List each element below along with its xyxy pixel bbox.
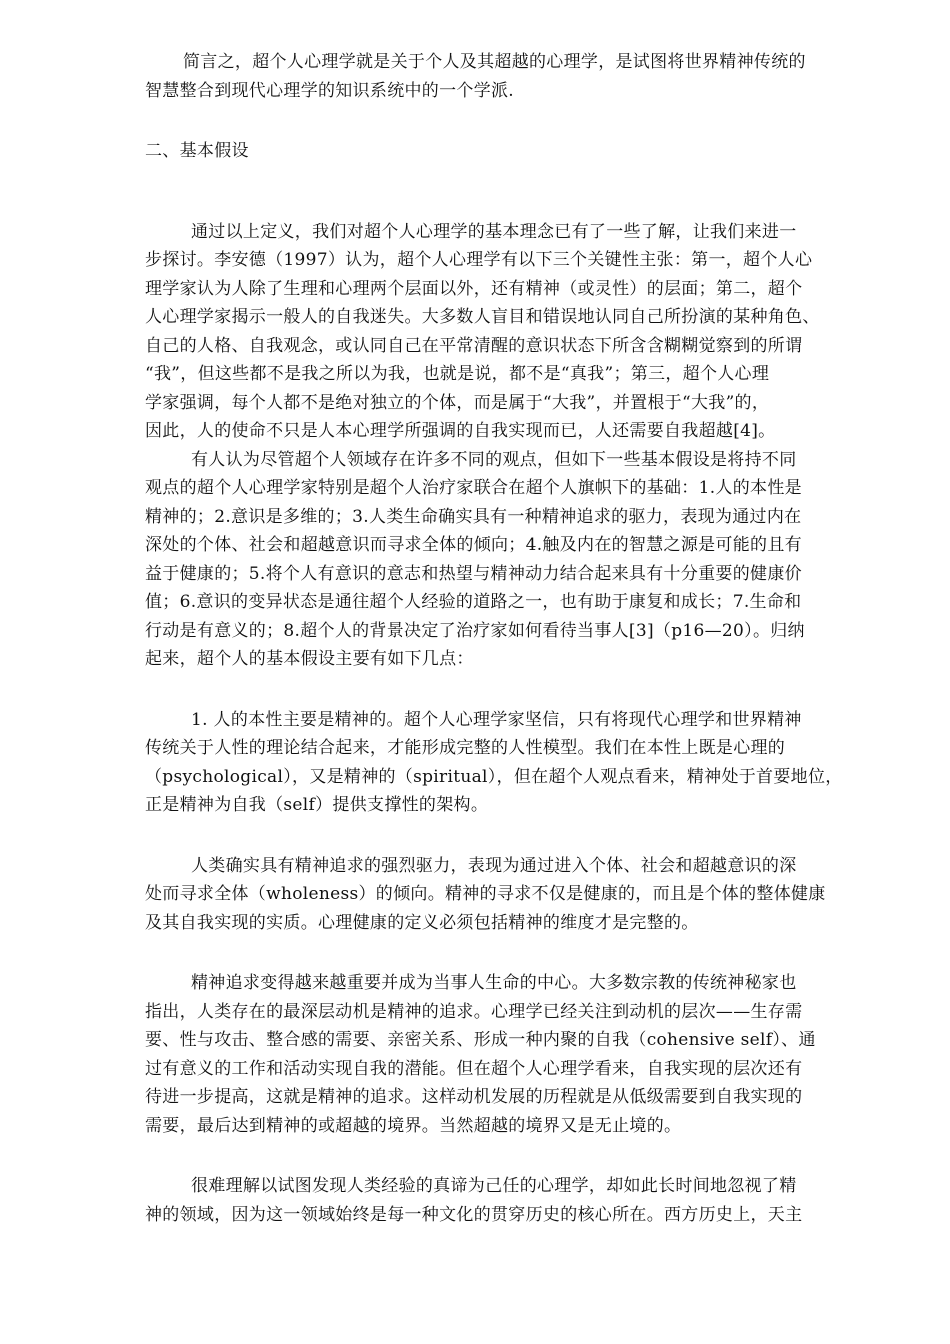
text-line: 精神追求变得越来越重要并成为当事人生命的中心。大多数宗教的传统神秘家也 (191, 973, 797, 993)
text-line: 深处的个体、社会和超越意识而寻求全体的倾向；4.触及内在的智慧之源是可能的且有 (145, 535, 802, 555)
text-line: 待进一步提高，这就是精神的追求。这样动机发展的历程就是从低级需要到自我实现的 (145, 1087, 803, 1107)
text-line: 精神的；2.意识是多维的；3.人类生命确实具有一种精神追求的驱力，表现为通过内在 (145, 506, 802, 527)
document-page (145, 48, 885, 1229)
text-line: 处而寻求全体（wholeness）的倾向。精神的寻求不仅是健康的，而且是个体的整体健康 (145, 884, 826, 904)
text-line: 很难理解以试图发现人类经验的真谛为己任的心理学，却如此长时间地忽视了精 (191, 1176, 797, 1196)
section-heading: 二、基本假设 (145, 141, 249, 161)
text-line: 简言之，超个人心理学就是关于个人及其超越的心理学，是试图将世界精神传统的 (183, 52, 806, 72)
paragraph-1 (145, 48, 885, 105)
text-line: 因此，人的使命不只是人本心理学所强调的自我实现而已，人还需要自我超越[4]。 (145, 421, 776, 441)
text-line: 行动是有意义的；8.超个人的背景决定了治疗家如何看待当事人[3]（p16—20）。归纳 (145, 620, 805, 641)
paragraph-4 (145, 706, 885, 820)
paragraph-7 (145, 1172, 885, 1229)
text-line: 益于健康的；5.将个人有意识的意志和热望与精神动力结合起来具有十分重要的健康价 (145, 563, 802, 584)
paragraph-6 (145, 969, 885, 1140)
text-line: 人心理学家揭示一般人的自我迷失。大多数人盲目和错误地认同自己所扮演的某种角色、 (145, 307, 820, 327)
text-line: 值；6.意识的变异状态是通往超个人经验的道路之一，也有助于康复和成长；7.生命和 (145, 592, 802, 612)
text-line: 有人认为尽管超个人领域存在许多不同的观点，但如下一些基本假设是将持不同 (191, 449, 797, 470)
text-line: “我”，但这些都不是我之所以为我，也就是说，都不是“真我”；第三，超个人心理 (145, 364, 770, 384)
text-line: 传统关于人性的理论结合起来，才能形成完整的人性模型。我们在本性上既是心理的 (145, 738, 786, 758)
text-line: 起来，超个人的基本假设主要有如下几点： (145, 649, 474, 669)
text-line: 步探讨。李安德（1997）认为，超个人心理学有以下三个关键性主张：第一，超个人心 (145, 250, 813, 270)
text-line: 需要，最后达到精神的或超越的境界。当然超越的境界又是无止境的。 (145, 1115, 682, 1136)
text-line: 观点的超个人心理学家特别是超个人治疗家联合在超个人旗帜下的基础：1.人的本性是 (145, 478, 802, 498)
text-line: 神的领域，因为这一领域始终是每一种文化的贯穿历史的核心所在。西方历史上，天主 (145, 1204, 803, 1225)
text-line: 通过以上定义，我们对超个人心理学的基本理念已有了一些了解，让我们来进一 (191, 221, 797, 242)
text-line: 自己的人格、自我观念，或认同自己在平常清醒的意识状态下所含含糊糊觉察到的所谓 (145, 335, 803, 356)
text-line: 要、性与攻击、整合感的需要、亲密关系、形成一种内聚的自我（cohensive self）、通 (145, 1030, 816, 1050)
text-line: 人类确实具有精神追求的强烈驱力，表现为通过进入个体、社会和超越意识的深 (191, 855, 797, 876)
text-line: 智慧整合到现代心理学的知识系统中的一个学派. (145, 80, 515, 101)
paragraph-2 (145, 218, 885, 446)
paragraph-5 (145, 852, 885, 938)
paragraph-3 (145, 446, 885, 674)
text-line: 理学家认为人除了生理和心理两个层面以外，还有精神（或灵性）的层面；第二，超个 (145, 278, 803, 299)
text-line: 过有意义的工作和活动实现自我的潜能。但在超个人心理学看来，自我实现的层次还有 (145, 1058, 803, 1079)
text-line: 1. 人的本性主要是精神的。超个人心理学家坚信，只有将现代心理学和世界精神 (191, 709, 802, 730)
text-line: 正是精神为自我（self）提供支撑性的架构。 (145, 795, 489, 815)
text-line: 学家强调，每个人都不是绝对独立的个体，而是属于“大我”，并置根于“大我”的， (145, 392, 770, 413)
text-line: 及其自我实现的实质。心理健康的定义必须包括精神的维度才是完整的。 (145, 912, 699, 933)
text-line: （psychological），又是精神的（spiritual），但在超个人观点看来，精神处于首要地位， (145, 766, 843, 787)
text-line: 指出，人类存在的最深层动机是精神的追求。心理学已经关注到动机的层次——生存需 (145, 1001, 803, 1022)
